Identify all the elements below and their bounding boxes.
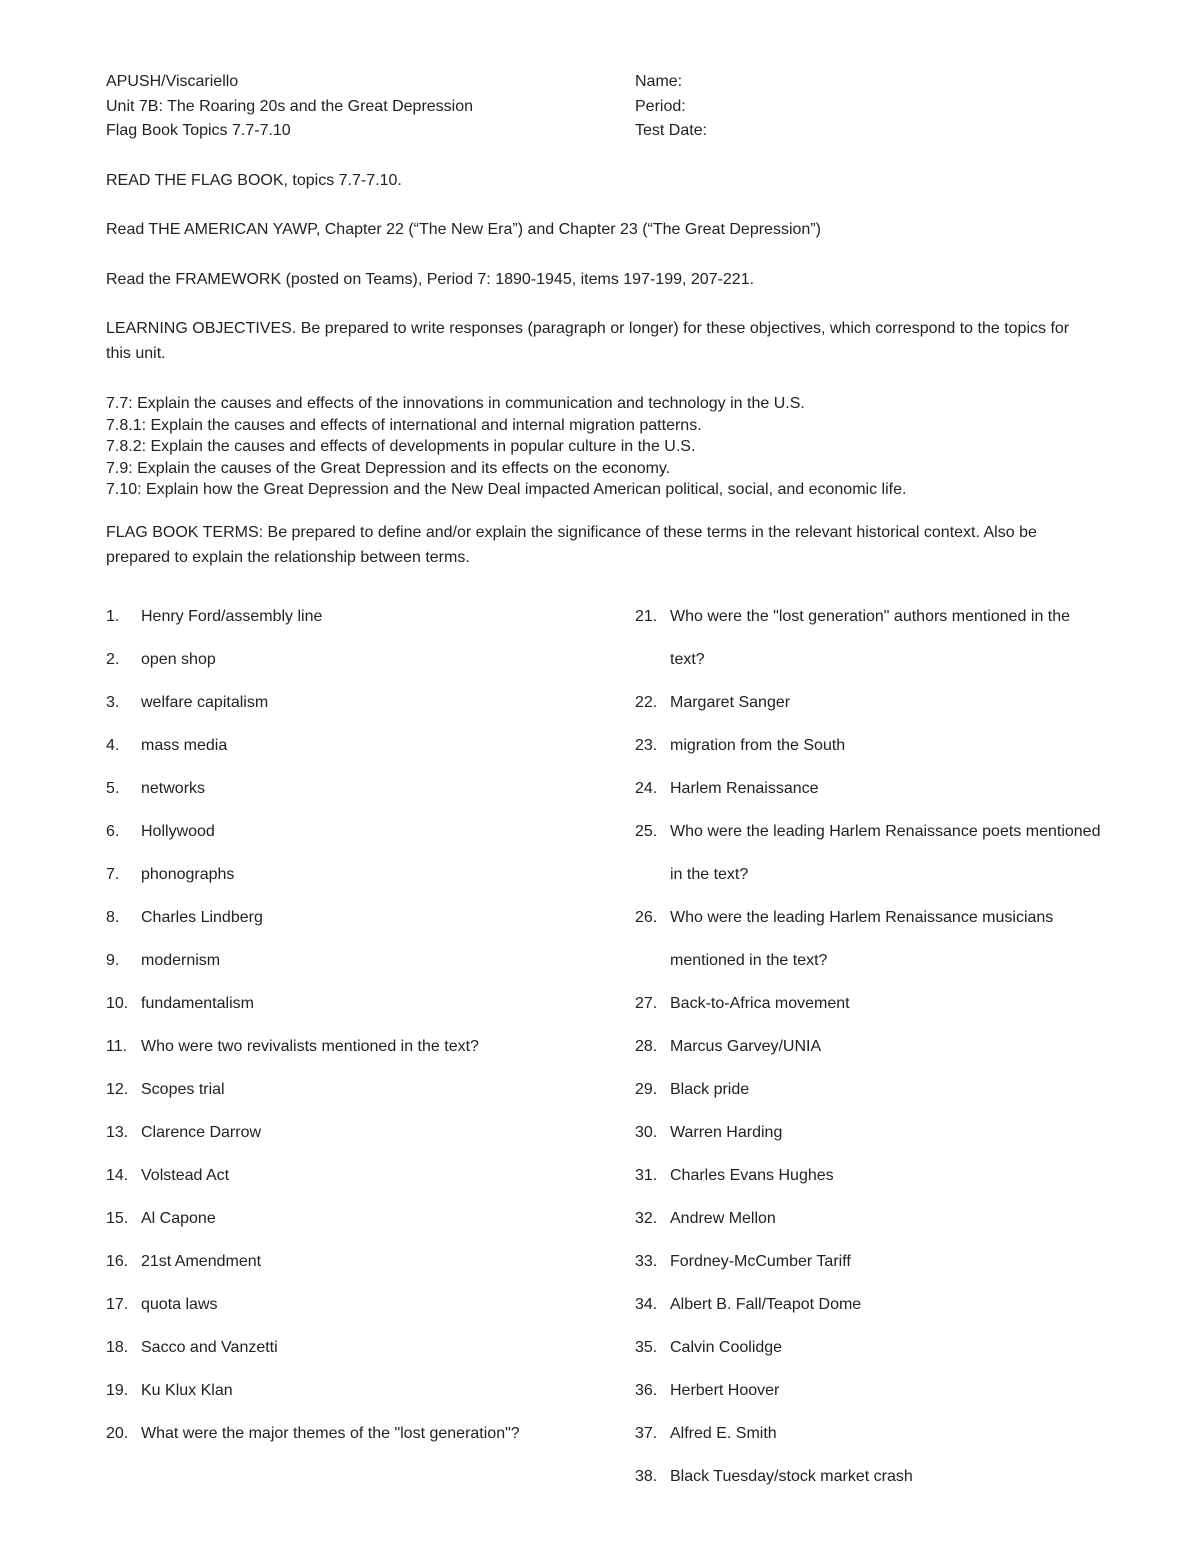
term-item bbox=[635, 1455, 1105, 1498]
term-text: phonographs bbox=[141, 866, 235, 883]
term-item bbox=[106, 939, 606, 982]
term-text: Harlem Renaissance bbox=[670, 780, 819, 797]
term-text: migration from the South bbox=[670, 737, 846, 754]
term-text: 21st Amendment bbox=[141, 1253, 262, 1270]
term-number: 20. bbox=[106, 1425, 129, 1442]
term-number: 16. bbox=[106, 1253, 129, 1270]
term-item bbox=[106, 1240, 606, 1283]
term-text: Margaret Sanger bbox=[670, 694, 791, 711]
term-text: What were the major themes of the "lost generation"? bbox=[141, 1425, 520, 1442]
header-row bbox=[106, 119, 1106, 144]
term-text: Scopes trial bbox=[141, 1081, 225, 1098]
term-item bbox=[635, 1154, 1105, 1197]
objective-item: 7.8.2: Explain the causes and effects of developments in popular culture in the U.S. bbox=[106, 438, 696, 455]
term-text: Calvin Coolidge bbox=[670, 1339, 783, 1356]
term-text: networks bbox=[141, 780, 206, 797]
term-number: 23. bbox=[635, 737, 658, 754]
term-item bbox=[106, 1412, 606, 1455]
term-item bbox=[635, 724, 1105, 767]
term-number: 14. bbox=[106, 1167, 129, 1184]
term-number: 38. bbox=[635, 1468, 658, 1485]
header-row bbox=[106, 95, 1106, 120]
term-item bbox=[635, 810, 1105, 896]
term-text: Sacco and Vanzetti bbox=[141, 1339, 278, 1356]
flag-book-instruction: READ THE FLAG BOOK, topics 7.7-7.10. bbox=[106, 172, 402, 189]
term-item bbox=[635, 1326, 1105, 1369]
term-text: Volstead Act bbox=[141, 1167, 230, 1184]
term-number: 30. bbox=[635, 1124, 658, 1141]
term-number: 17. bbox=[106, 1296, 129, 1313]
term-item bbox=[635, 1283, 1105, 1326]
term-number: 22. bbox=[635, 694, 658, 711]
term-number: 19. bbox=[106, 1382, 129, 1399]
term-number: 37. bbox=[635, 1425, 658, 1442]
term-item bbox=[106, 1283, 606, 1326]
terms-list-left bbox=[106, 595, 606, 1455]
term-text: quota laws bbox=[141, 1296, 218, 1313]
document-header bbox=[106, 70, 1106, 144]
header-row bbox=[106, 70, 1106, 95]
term-text: mass media bbox=[141, 737, 228, 754]
term-number: 21. bbox=[635, 608, 658, 625]
term-number: 31. bbox=[635, 1167, 658, 1184]
term-text: Hollywood bbox=[141, 823, 215, 840]
yawp-instruction: Read THE AMERICAN YAWP, Chapter 22 (“The New Era”) and Chapter 23 (“The Great Depression”) bbox=[106, 221, 821, 238]
term-item bbox=[106, 767, 606, 810]
term-item bbox=[106, 595, 606, 638]
term-number: 34. bbox=[635, 1296, 658, 1313]
term-item bbox=[106, 896, 606, 939]
objective-item: 7.7: Explain the causes and effects of the innovations in communication and technology in the U.S. bbox=[106, 395, 805, 412]
term-text: Black pride bbox=[670, 1081, 750, 1098]
test-date-label: Test Date: bbox=[635, 122, 708, 139]
term-item bbox=[106, 1197, 606, 1240]
term-number: 27. bbox=[635, 995, 658, 1012]
terms-intro: FLAG BOOK TERMS: Be prepared to define and/or explain the significance of these terms in the relevant historical context. Also be prepared to explain the relationship between terms. bbox=[106, 524, 1037, 566]
framework-instruction: Read the FRAMEWORK (posted on Teams), Period 7: 1890-1945, items 197-199, 207-221. bbox=[106, 271, 755, 288]
term-number: 26. bbox=[635, 909, 658, 926]
term-item bbox=[106, 1068, 606, 1111]
term-item bbox=[635, 1369, 1105, 1412]
term-text: Who were the "lost generation" authors mentioned in the text? bbox=[670, 608, 1071, 668]
term-number: 8. bbox=[106, 909, 120, 926]
term-text: Who were the leading Harlem Renaissance musicians mentioned in the text? bbox=[670, 909, 1054, 969]
term-text: Charles Lindberg bbox=[141, 909, 263, 926]
term-text: Albert B. Fall/Teapot Dome bbox=[670, 1296, 862, 1313]
term-item bbox=[635, 982, 1105, 1025]
term-item bbox=[106, 1154, 606, 1197]
term-item bbox=[635, 595, 1105, 681]
term-text: Who were two revivalists mentioned in the text? bbox=[141, 1038, 479, 1055]
objective-item: 7.10: Explain how the Great Depression and the New Deal impacted American political, social, and economic life. bbox=[106, 481, 907, 498]
term-number: 33. bbox=[635, 1253, 658, 1270]
term-item bbox=[635, 1197, 1105, 1240]
term-item bbox=[106, 681, 606, 724]
term-text: Warren Harding bbox=[670, 1124, 783, 1141]
term-number: 4. bbox=[106, 737, 120, 754]
term-item bbox=[635, 1025, 1105, 1068]
term-item bbox=[635, 1068, 1105, 1111]
term-item bbox=[106, 982, 606, 1025]
term-item bbox=[635, 1111, 1105, 1154]
term-item bbox=[106, 638, 606, 681]
term-item bbox=[106, 1369, 606, 1412]
term-number: 13. bbox=[106, 1124, 129, 1141]
term-text: Charles Evans Hughes bbox=[670, 1167, 834, 1184]
term-item bbox=[635, 1240, 1105, 1283]
term-item bbox=[635, 767, 1105, 810]
term-text: open shop bbox=[141, 651, 216, 668]
term-number: 10. bbox=[106, 995, 129, 1012]
objective-item: 7.8.1: Explain the causes and effects of international and internal migration patterns. bbox=[106, 416, 702, 434]
term-text: fundamentalism bbox=[141, 995, 254, 1012]
term-number: 9. bbox=[106, 952, 120, 969]
term-item bbox=[106, 1111, 606, 1154]
term-text: Alfred E. Smith bbox=[670, 1425, 777, 1442]
term-number: 2. bbox=[106, 651, 120, 668]
term-number: 24. bbox=[635, 780, 658, 797]
period-label: Period: bbox=[635, 97, 686, 115]
terms-list-right bbox=[635, 595, 1105, 1498]
course-teacher: APUSH/Viscariello bbox=[106, 73, 239, 90]
unit-title: Unit 7B: The Roaring 20s and the Great Depression bbox=[106, 97, 474, 115]
flag-book-topics: Flag Book Topics 7.7-7.10 bbox=[106, 122, 291, 139]
term-text: Ku Klux Klan bbox=[141, 1382, 233, 1399]
term-text: Herbert Hoover bbox=[670, 1382, 780, 1399]
objective-item: 7.9: Explain the causes of the Great Depression and its effects on the economy. bbox=[106, 459, 671, 477]
term-number: 7. bbox=[106, 866, 120, 883]
term-number: 12. bbox=[106, 1081, 129, 1098]
term-item bbox=[635, 896, 1105, 982]
term-number: 15. bbox=[106, 1210, 129, 1227]
term-number: 6. bbox=[106, 823, 120, 840]
term-text: Al Capone bbox=[141, 1210, 216, 1227]
term-number: 28. bbox=[635, 1038, 658, 1055]
term-text: Fordney-McCumber Tariff bbox=[670, 1253, 851, 1270]
term-number: 5. bbox=[106, 780, 120, 797]
term-number: 18. bbox=[106, 1339, 129, 1356]
term-text: Henry Ford/assembly line bbox=[141, 608, 323, 625]
term-item bbox=[106, 1326, 606, 1369]
term-item bbox=[635, 681, 1105, 724]
term-item bbox=[106, 1025, 606, 1068]
term-number: 25. bbox=[635, 823, 658, 840]
learning-objectives-intro: LEARNING OBJECTIVES. Be prepared to write responses (paragraph or longer) for these objectives, which correspond to the topics for this unit. bbox=[106, 320, 1070, 362]
term-number: 11. bbox=[106, 1038, 128, 1055]
term-item bbox=[635, 1412, 1105, 1455]
term-text: Andrew Mellon bbox=[670, 1210, 776, 1227]
term-text: welfare capitalism bbox=[141, 694, 269, 711]
term-text: Who were the leading Harlem Renaissance poets mentioned in the text? bbox=[670, 823, 1101, 883]
name-label: Name: bbox=[635, 73, 683, 90]
term-number: 36. bbox=[635, 1382, 658, 1399]
term-item bbox=[106, 853, 606, 896]
term-number: 3. bbox=[106, 694, 120, 711]
objectives-list bbox=[106, 393, 1096, 501]
term-text: modernism bbox=[141, 952, 221, 969]
term-item bbox=[106, 810, 606, 853]
term-item bbox=[106, 724, 606, 767]
term-number: 1. bbox=[106, 608, 120, 625]
term-text: Clarence Darrow bbox=[141, 1124, 262, 1141]
term-number: 35. bbox=[635, 1339, 658, 1356]
term-text: Back-to-Africa movement bbox=[670, 995, 850, 1012]
term-number: 29. bbox=[635, 1081, 658, 1098]
term-text: Marcus Garvey/UNIA bbox=[670, 1038, 822, 1055]
term-number: 32. bbox=[635, 1210, 658, 1227]
term-text: Black Tuesday/stock market crash bbox=[670, 1468, 913, 1485]
